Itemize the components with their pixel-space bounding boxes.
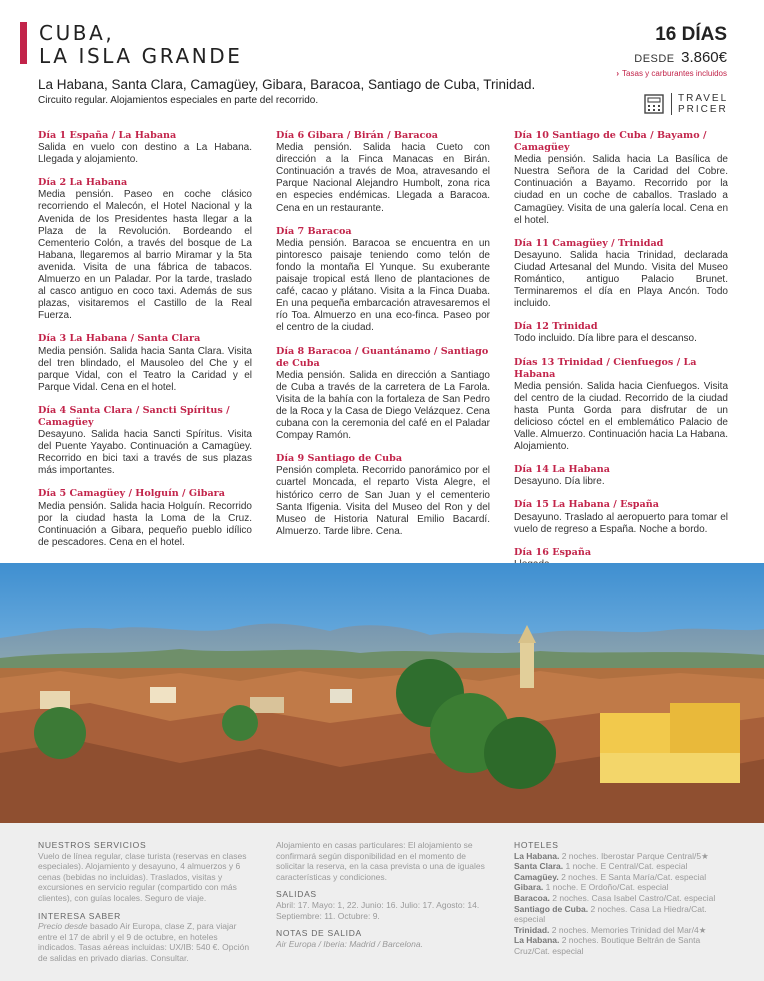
price-block — [634, 49, 727, 67]
brand-name — [678, 93, 728, 115]
day-text: Media pensión. Salida en dirección a Santiago de Cuba a través de la carretera de La Farola. Visita de la bahía con la fortaleza de San Pedro de la Roca y la Casa de Diego Velázquez. Cena cubana con la ceremonia del café en el Paladar Compay Ramón. — [276, 369, 490, 442]
services-text: Vuelo de línea regular, clase turista (reservas en clases especiales). Alojamiento y desayuno, 4 almuerzos y 6 cenas (bebidas no incluidas). Traslados, visitas y excursiones en servicio regular (compartido con más clientes), con guías locales. Seguro de viaje. — [38, 850, 247, 903]
footer-column-hotels — [514, 840, 728, 957]
itinerary-column-3 — [514, 130, 728, 582]
hotel-item — [514, 893, 728, 904]
price-from-label: DESDE — [634, 53, 675, 65]
itinerary-day — [514, 321, 728, 345]
brand-line-2: PRICER — [678, 104, 728, 115]
hotel-detail: 2 noches. Iberostar Parque Central/5★ — [559, 850, 709, 861]
day-title: Día 6 Gibara / Birán / Baracoa — [276, 130, 438, 141]
day-text: Todo incluido. Día libre para el descanso. — [514, 333, 697, 345]
day-title: Día 2 La Habana — [38, 177, 128, 189]
price-from-italic: Precio desde — [38, 921, 88, 932]
day-text: Media pensión. Paseo en coche clásico recorriendo el Malecón, el Hotel Nacional y la Avenida de los Presidentes hasta llegar a la Plaza de la Revolución. Bordeando el Cementerio Colón, a través del bosque de La Habana, llegaremos al barrio Miramar y la 5ta avenida. Visita de una fábrica de tabacos. Almuerzo en un Paladar. Por la tarde, traslado al casco antiguo en coco taxi. Además de sus plazas, visitaremos el Castillo de la Real Fuerza. — [38, 189, 252, 322]
interest-paragraph — [38, 921, 252, 963]
hotel-city: Santiago de Cuba. — [514, 903, 589, 914]
title-line-2: LA ISLA GRANDE — [39, 44, 243, 68]
itinerary-day — [514, 130, 728, 227]
day-text: Desayuno. Salida hacia Trinidad, declarada Ciudad Artesanal del Mundo. Visita del Museo Romántico, antiguo Palacio Brunet. Terminaremos el día en Playa Ancón. Todo incluido. — [514, 249, 728, 310]
day-title: Día 12 Trinidad — [514, 321, 598, 333]
day-title: Día 7 Baracoa — [276, 225, 352, 237]
departures-heading: SALIDAS — [276, 889, 317, 900]
hotel-detail: 1 noche. E Ordoño/Cat. especial — [543, 882, 669, 893]
day-text: Media pensión. Salida hacia Cueto con dirección a la Finca Manacas en Birán. Continuación a través de Moa, atravesando el Parque Nacional Alejandro Humbolt, zona rica en especies endémicas. Llegada a Baracoa. Cena en un restaurante. — [276, 142, 490, 214]
hotel-city: La Habana. — [514, 935, 560, 946]
day-title: Día 11 Camagüey / Trinidad — [514, 237, 664, 249]
route-cities: La Habana, Santa Clara, Camagüey, Gibara, Baracoa, Santiago de Cuba, Trinidad. — [38, 77, 536, 92]
day-title: Día 10 Santiago de Cuba / Bayamo / Camagüey — [514, 130, 707, 154]
price-amount: 3.860€ — [681, 49, 727, 66]
day-text: Desayuno. Traslado al aeropuerto para tomar el vuelo de regreso a España. Noche a bordo. — [514, 511, 728, 535]
hotel-detail: 2 noches. Casa La Hiedra/Cat. especial — [514, 903, 707, 925]
day-title: Día 3 La Habana / Santa Clara — [38, 333, 201, 345]
hotels-heading: HOTELES — [514, 840, 559, 850]
itinerary-day — [38, 130, 252, 166]
departures-text: Abril: 17. Mayo: 1, 22. Junio: 16. Julio: 17. Agosto: 14. Septiembre: 11. Octubre: 9. — [276, 899, 480, 921]
footer-info — [0, 823, 764, 981]
duration-days: 16 DÍAS — [655, 24, 727, 45]
interest-text: basado Air Europa, clase Z, para viajar entre el 17 de abril y el 9 de octubre, en hoteles indicados. Tasas aéreas incluidas: UX/IB: 540 €. Opción de salidas en privado diarias. Consultar. — [38, 921, 250, 963]
hotel-city: La Habana. — [514, 850, 560, 861]
taxes-note — [616, 69, 727, 78]
interest-heading: INTERESA SABER — [38, 910, 122, 921]
day-text: Media pensión. Baracoa se encuentra en un pintoresco paisaje teniendo como telón de fondo la montaña El Yunque. Su exuberante paisaje tropical está lleno de plantaciones de café, cacao y plátano. Visita a la Finca Duaba. En una pequeña embarcación atravesaremos el río Toa. Almuerzo en una eco-finca. Paseo por el centro de la ciudad. — [276, 237, 490, 334]
day-title: Día 4 Santa Clara / Sancti Spíritus / Camagüey — [38, 404, 230, 428]
day-text: Media pensión. Salida hacia Santa Clara. Visita del tren blindado, el Mausoleo del Che y el parque Vidal, con el Teatro la Caridad y el Parque Vidal. Cena en el hotel. — [38, 345, 252, 393]
day-text: Desayuno. Salida hacia Sancti Spíritus. Visita del Puente Yayabo. Continuación a Camagüey. Recorrido en bici taxi a través de sus plazas más importantes. — [38, 429, 252, 477]
logo-divider — [671, 93, 672, 115]
trinidad-panorama-photo — [0, 563, 764, 823]
day-title: Día 14 La Habana — [514, 464, 610, 476]
footer-column-departures — [276, 840, 490, 956]
hotel-detail: 1 noche. E Central/Cat. especial — [563, 861, 688, 872]
taxes-note-text: Tasas y carburantes incluidos — [622, 69, 727, 78]
itinerary-day — [38, 405, 252, 478]
notes-text: Air Europa / Iberia: Madrid / Barcelona. — [276, 938, 423, 949]
day-title: Día 16 España — [514, 546, 592, 558]
hotel-detail: 2 noches. E Santa María/Cat. especial — [558, 871, 707, 882]
footer-column-services — [38, 840, 252, 971]
day-text: Media pensión. Salida hacia Cienfuegos. Visita del centro de la ciudad. Recorrido de la ciudad hasta Punta Gorda para disfrutar de un delicioso cóctel en el emblemático Palacio de Valle. Almuerzo. Continuación hacia La Habana. Alojamiento. — [514, 380, 728, 453]
itinerary-day — [514, 357, 728, 454]
hotel-city: Baracoa. — [514, 892, 550, 903]
day-text: Salida en vuelo con destino a La Habana. Llegada y alojamiento. — [38, 142, 252, 166]
hotel-detail: 2 noches. Boutique Beltrán de Santa Cruz/Cat. especial — [514, 935, 701, 956]
itinerary-day — [514, 238, 728, 311]
day-text: Media pensión. Salida hacia Holguín. Recorrido por la ciudad hasta la Loma de la Cruz. Continuación a Gibara, pequeño pueblo idílico de pescadores. Cena en el hotel. — [38, 500, 252, 548]
day-title: Días 13 Trinidad / Cienfuegos / La Habana — [514, 356, 697, 380]
day-title: Día 5 Camagüey / Holguín / Gibara — [38, 488, 225, 500]
itinerary-day — [38, 488, 252, 548]
hotel-city: Santa Clara. — [514, 861, 564, 872]
itinerary-column-1 — [38, 130, 252, 560]
day-title: Día 9 Santiago de Cuba — [276, 453, 403, 465]
itinerary-day — [276, 130, 490, 215]
travel-pricer-logo — [644, 93, 728, 115]
day-text: Pensión completa. Recorrido panorámico por el cuartel Moncada, el reparto Vista Alegre, el histórico cerro de San Juan y el cementerio Santa Ifigenia. Visita del Museo del Ron y del Museo de Historia Natural Emilio Bacardí. Almuerzo. Tarde libre. Cena. — [276, 465, 490, 537]
day-title: Día 8 Baracoa / Guantánamo / Santiago de Cuba — [276, 345, 489, 369]
day-text: Desayuno. Día libre. — [514, 476, 605, 488]
title-line-1: CUBA, — [39, 21, 115, 45]
hotel-detail: 2 noches. Memories Trinidad del Mar/4★ — [549, 924, 707, 935]
hotel-item — [514, 882, 728, 893]
lodging-text: Alojamiento en casas particulares: El alojamiento se confirmará según disponibilidad en el momento de solicitar la reserva, en la casa prevista o una de iguales características y condiciones. — [276, 840, 485, 882]
hotel-city: Gibara. — [514, 882, 544, 893]
day-title: Día 15 La Habana / España — [514, 499, 659, 511]
itinerary-day — [514, 464, 728, 488]
services-heading: NUESTROS SERVICIOS — [38, 840, 147, 850]
itinerary-day — [276, 346, 490, 443]
hotel-item — [514, 861, 728, 872]
itinerary-day — [38, 177, 252, 322]
hotel-item — [514, 904, 728, 925]
day-title: Día 1 España / La Habana — [38, 130, 177, 141]
hotel-item — [514, 851, 728, 862]
title-accent-bar — [20, 22, 27, 64]
chevron-right-icon: › — [616, 69, 620, 78]
circuit-note: Circuito regular. Alojamientos especiales en parte del recorrido. — [38, 95, 319, 106]
itinerary-column-2 — [276, 130, 490, 549]
itinerary-day — [514, 499, 728, 535]
notes-heading: NOTAS DE SALIDA — [276, 928, 362, 939]
hotel-detail: 2 noches. Casa Isabel Castro/Cat. especial — [549, 892, 716, 903]
itinerary-day — [276, 453, 490, 538]
hotel-item — [514, 872, 728, 883]
hotel-item — [514, 935, 728, 956]
itinerary-day — [38, 333, 252, 393]
hotel-item — [514, 925, 728, 936]
hotel-city: Trinidad. — [514, 924, 550, 935]
calculator-icon — [644, 94, 664, 114]
hotel-city: Camagüey. — [514, 871, 559, 882]
brand-line-1: TRAVEL — [678, 93, 729, 104]
itinerary-day — [276, 226, 490, 335]
page-title — [39, 22, 243, 68]
day-text: Media pensión. Salida hacia La Basílica de Nuestra Señora de la Caridad del Cobre. Continuación a Bayamo. Recorrido por la ciudad en un coche de caballos. Traslado a Camagüey. Visita de una galería local. Cena en el hotel. — [514, 154, 728, 226]
